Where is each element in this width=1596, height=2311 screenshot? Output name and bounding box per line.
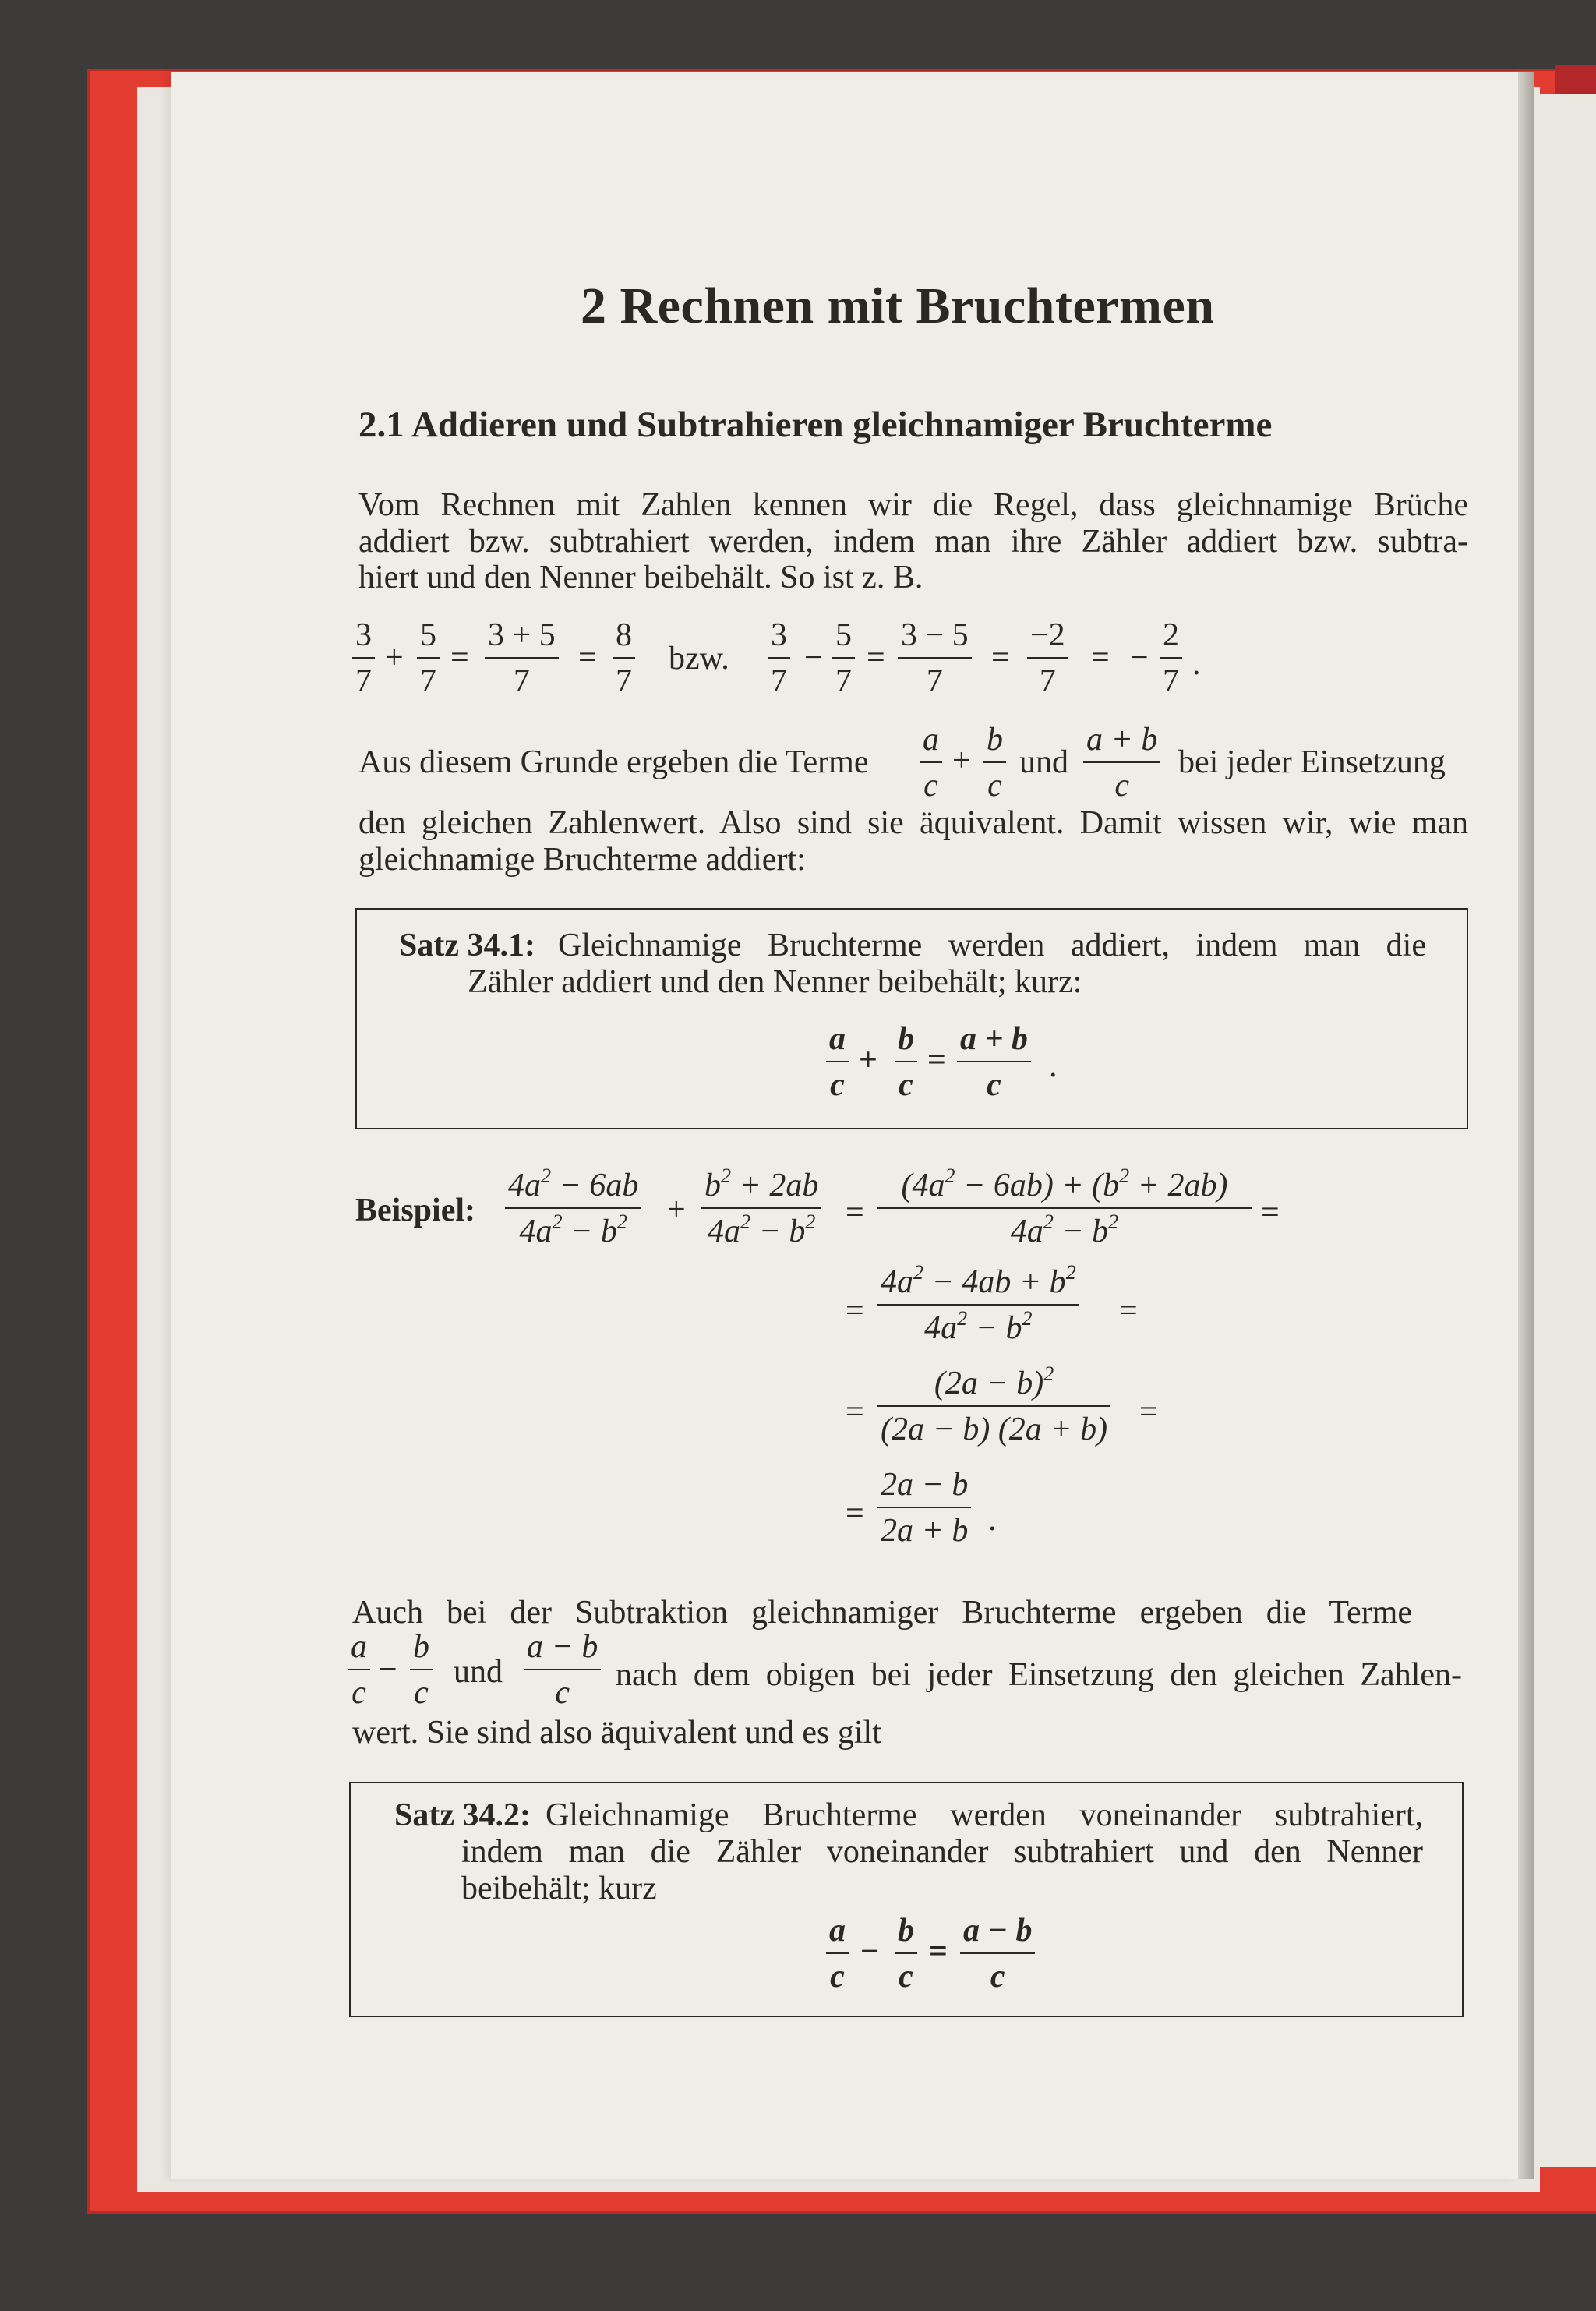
para3-line-1: Auch bei der Subtraktion gleichnamiger Bruchterme ergeben die Terme (352, 1595, 1412, 1631)
intro-line-1: Vom Rechnen mit Zahlen kennen wir die Regel, dass gleichnamige Brüche (358, 487, 1468, 523)
chapter-title: 2 Rechnen mit Bruchtermen (581, 277, 1215, 334)
fraction: a c (920, 723, 942, 802)
beispiel-label: Beispiel: (355, 1193, 475, 1228)
page-gutter (1518, 72, 1534, 2179)
satz1-line-1: Gleichnamige Bruchterme werden addiert, indem man die (558, 928, 1426, 963)
fraction: 3 + 5 7 (485, 619, 559, 698)
satz2-line-3: beibehält; kurz (461, 1871, 657, 1906)
bzw-text: bzw. (669, 641, 729, 677)
fraction: a + b c (1083, 723, 1160, 802)
fraction: 5 7 (832, 619, 855, 698)
fraction: 2 7 (1160, 619, 1182, 698)
satz2-line-1: Gleichnamige Bruchterme werden voneinander subtrahiert, (546, 1797, 1423, 1833)
satz2-label: Satz 34.2: (394, 1797, 531, 1833)
fraction: 5 7 (417, 619, 440, 698)
para3-line-3: wert. Sie sind also äquivalent und es gilt (352, 1715, 881, 1751)
para2-line-3: gleichnamige Bruchterme addiert: (358, 842, 806, 878)
para2-line-2: den gleichen Zahlenwert. Also sind sie äquivalent. Damit wissen wir, wie man (358, 805, 1468, 841)
para2-pre: Aus diesem Grunde ergeben die Terme (358, 744, 869, 780)
para3-und: und (454, 1654, 503, 1690)
satz1-line-2: Zähler addiert und den Nenner beibehält; kurz: (468, 964, 1082, 1000)
fraction: −2 7 (1027, 619, 1068, 698)
fraction: 8 7 (613, 619, 635, 698)
para3-post: nach dem obigen bei jeder Einsetzung den gleichen Zahlen- (616, 1657, 1462, 1693)
fraction: 3 7 (352, 619, 375, 698)
para2-und: und (1019, 744, 1068, 780)
fraction: a − b c (524, 1631, 601, 1709)
satz2-line-2: indem man die Zähler voneinander subtrahiert und den Nenner (461, 1834, 1423, 1870)
right-cover (1555, 65, 1596, 97)
fraction: 3 7 (768, 619, 790, 698)
fraction: a c (348, 1631, 370, 1709)
para2-post: bei jeder Einsetzung (1178, 744, 1446, 780)
intro-line-3: hiert und den Nenner beibehält. So ist z. B. (358, 560, 923, 595)
facing-page (1534, 94, 1596, 2167)
section-title: 2.1 Addieren und Subtrahieren gleichnamiger Bruchterme (358, 405, 1273, 445)
fraction: 3 − 5 7 (898, 619, 972, 698)
satz1-label: Satz 34.1: (399, 928, 535, 963)
fraction: b c (983, 723, 1006, 802)
intro-line-2: addiert bzw. subtrahiert werden, indem man ihre Zähler addiert bzw. subtra- (358, 524, 1468, 560)
fraction: b c (410, 1631, 433, 1709)
